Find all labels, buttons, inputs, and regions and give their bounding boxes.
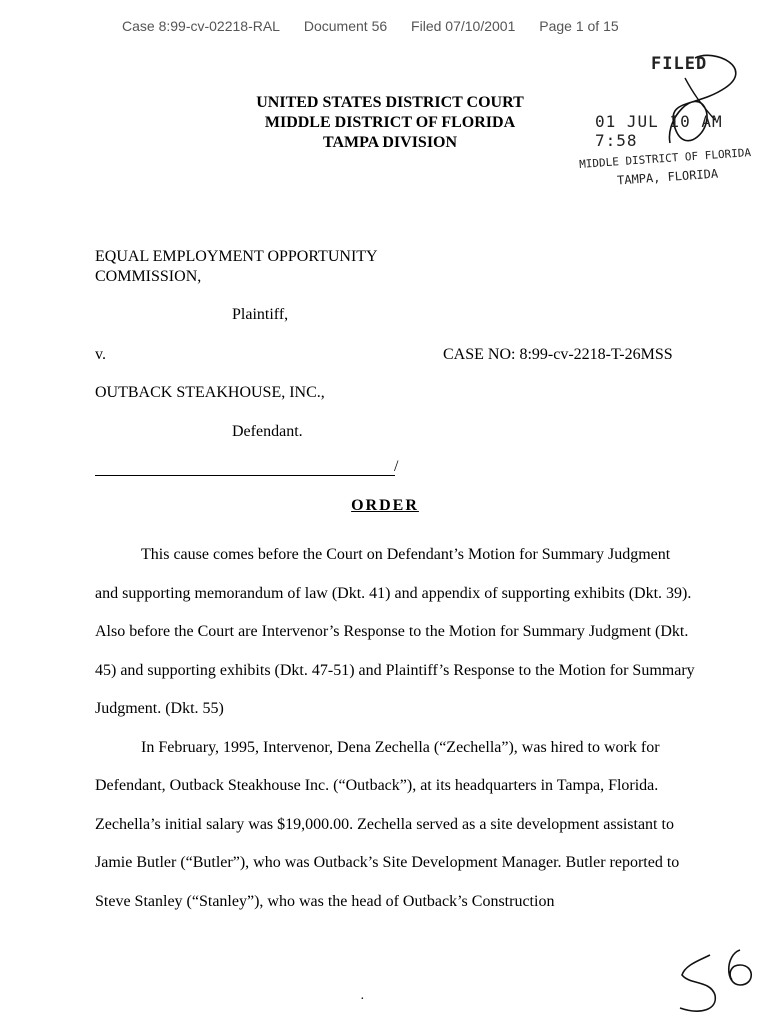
plaintiff-name-line1: EQUAL EMPLOYMENT OPPORTUNITY	[95, 248, 378, 265]
plaintiff-name-line2: COMMISSION,	[95, 268, 202, 285]
handwritten-page-number-icon	[670, 940, 760, 1020]
caption-divider-slash: /	[394, 458, 399, 475]
court-division: TAMPA DIVISION	[322, 134, 458, 151]
court-district: MIDDLE DISTRICT OF FLORIDA	[264, 114, 516, 131]
filed-date-header: Filed 07/10/2001	[411, 18, 516, 34]
order-title: ORDER	[351, 497, 419, 514]
stamp-filed-label: FILED	[651, 54, 708, 74]
paragraph-2: In February, 1995, Intervenor, Dena Zechella (“Zechella”), was hired to work for Defendant, Outback Steakhouse Inc. (“Outback”), at its headquarters in Tampa, Florida. Zechella’s initial salary was $19,000.00. Zechella served as a site development assistant to Jamie Butler (“Butler”), who was Outback’s Site Development Manager. Butler reported to Steve Stanley (“Stanley”), who was the head of Outback’s Construction	[95, 738, 680, 910]
filed-stamp	[575, 48, 765, 208]
paragraph-1: This cause comes before the Court on Defendant’s Motion for Summary Judgment and supporting memorandum of law (Dkt. 41) and appendix of supporting exhibits (Dkt. 39). Also before the Court are Intervenor’s Response to the Motion for Summary Judgment (Dkt. 45) and supporting exhibits (Dkt. 47-51) and Plaintiff’s Response to the Motion for Summary Judgment. (Dkt. 55)	[95, 546, 695, 717]
defendant-label: Defendant.	[232, 423, 303, 440]
plaintiff-name	[95, 247, 378, 287]
stamp-date: 01 JUL 10 AM 7:58	[595, 112, 723, 150]
court-name: UNITED STATES DISTRICT COURT	[256, 94, 524, 111]
order-body	[95, 536, 695, 921]
versus: v.	[95, 346, 106, 363]
page-count-header: Page 1 of 15	[539, 18, 619, 34]
document-number-header: Document 56	[303, 18, 388, 34]
stamp-district: MIDDLE DISTRICT OF FLORIDA	[578, 146, 752, 171]
case-number-header: Case 8:99-cv-02218-RAL	[122, 18, 280, 34]
court-caption	[190, 93, 590, 153]
case-number: CASE NO: 8:99-cv-2218-T-26MSS	[443, 346, 673, 363]
stamp-location: TAMPA, FLORIDA	[616, 166, 719, 188]
plaintiff-label: Plaintiff,	[232, 306, 289, 323]
defendant-name: OUTBACK STEAKHOUSE, INC.,	[95, 384, 325, 401]
filing-header	[122, 18, 639, 34]
page-dot: ·	[360, 992, 365, 1007]
caption-divider-line	[95, 475, 395, 476]
